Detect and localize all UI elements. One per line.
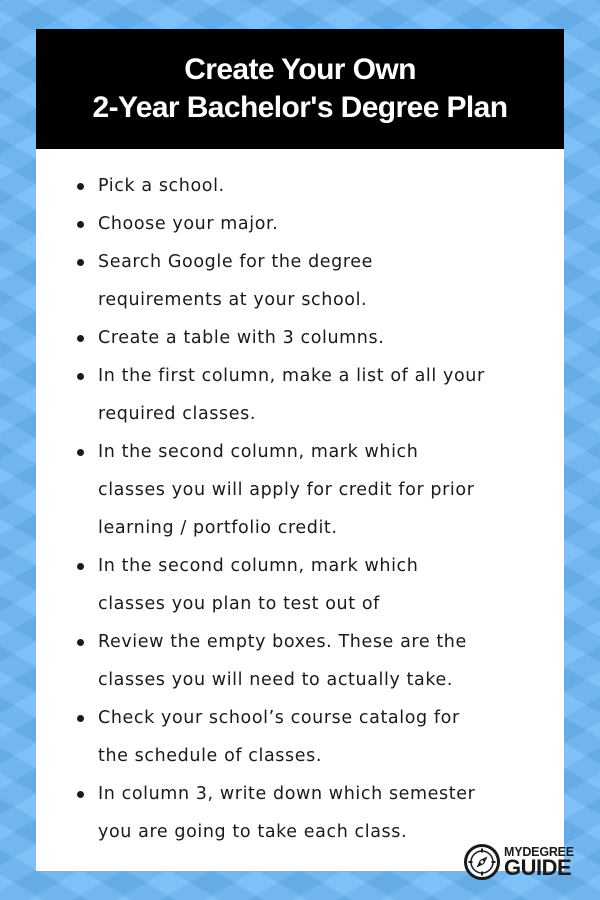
bullet-icon [77,563,84,570]
step-text-line: Check your school’s course catalog for [98,708,460,728]
mydegreeguide-logo [464,842,584,882]
list-item [36,205,564,243]
bullet-icon [77,791,84,798]
title-banner [36,29,564,149]
bullet-icon [77,639,84,646]
step-text-line: Search Google for the degree [98,252,373,272]
step-text-line: Choose your major. [98,214,279,234]
degree-plan-card [36,29,564,871]
list-item [36,775,564,851]
list-item [36,243,564,319]
bullet-icon [77,335,84,342]
step-text-line: learning / portfolio credit. [98,518,338,538]
list-item [36,623,564,699]
bullet-icon [77,259,84,266]
step-text-line: classes you will need to actually take. [98,670,453,690]
title-line-1: Create Your Own [184,53,416,86]
step-text-line: requirements at your school. [98,290,368,310]
title-line-2: 2-Year Bachelor's Degree Plan [92,91,508,124]
list-item [36,167,564,205]
step-text-line: Create a table with 3 columns. [98,328,385,348]
bullet-icon [77,373,84,380]
list-item [36,547,564,623]
bullet-icon [77,449,84,456]
step-text-line: In column 3, write down which semester [98,784,476,804]
logo-text-mydegree: MYDEGREE [504,845,574,859]
step-text-line: In the second column, mark which [98,556,419,576]
bullet-icon [77,183,84,190]
step-text-line: Pick a school. [98,176,225,196]
step-text-line: In the second column, mark which [98,442,419,462]
list-item [36,699,564,775]
step-text-line: classes you will apply for credit for prior [98,480,475,500]
list-item [36,319,564,357]
step-text-line: In the first column, make a list of all your [98,366,485,386]
compass-icon [464,844,500,880]
list-item [36,357,564,433]
bullet-icon [77,221,84,228]
steps-list [36,167,564,851]
step-text-line: required classes. [98,404,256,424]
list-item [36,433,564,547]
step-text-line: the schedule of classes. [98,746,322,766]
step-text-line: classes you plan to test out of [98,594,380,614]
logo-text-guide: GUIDE [504,855,572,880]
bullet-icon [77,715,84,722]
step-text-line: you are going to take each class. [98,822,408,842]
step-text-line: Review the empty boxes. These are the [98,632,467,652]
